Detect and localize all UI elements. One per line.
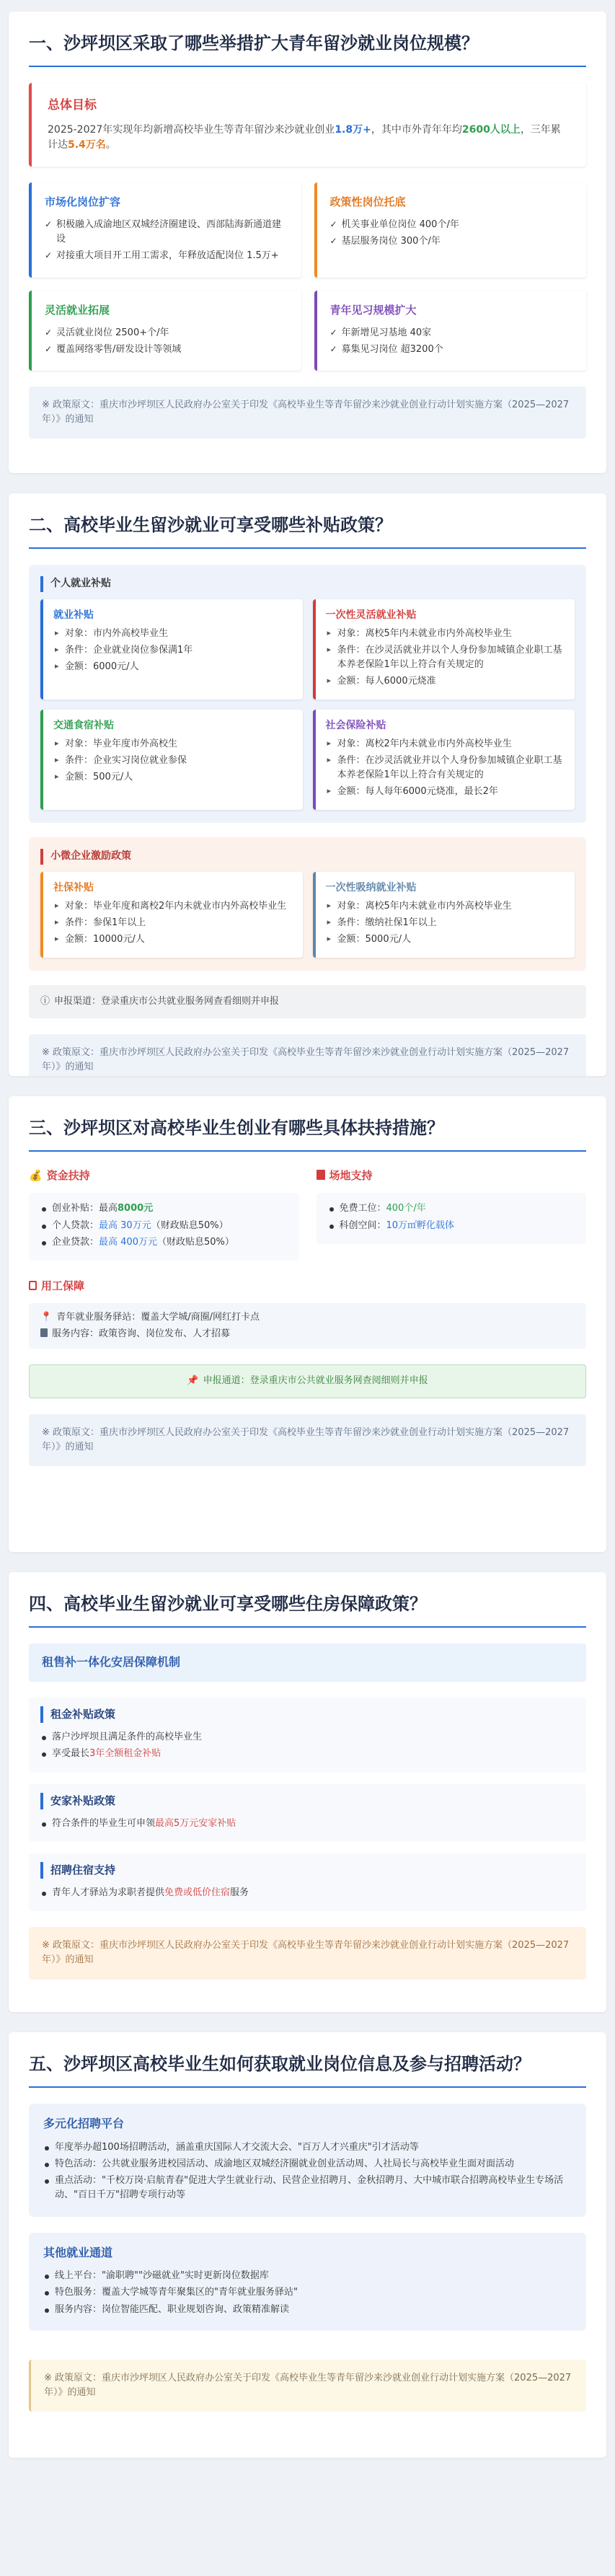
- site-support: [317, 1168, 587, 1261]
- clipboard-icon: [29, 1281, 37, 1290]
- list-item: [40, 1201, 288, 1216]
- item-value: 10万㎡孵化载体: [386, 1219, 455, 1231]
- list-item: ✓ 灵活就业岗位 2500+个/年: [45, 326, 288, 340]
- micro-enterprise-grid: [40, 872, 575, 958]
- item-tail: （财政贴息50%）: [156, 1236, 234, 1248]
- subsidy-card-employment: [40, 599, 303, 700]
- site-support-title: [317, 1168, 587, 1184]
- rent-list: [40, 1730, 575, 1761]
- subsidy-list: [53, 899, 293, 947]
- money-bag-icon: 💰: [29, 1169, 43, 1183]
- section-housing: [9, 1572, 606, 2012]
- list-item: ✓ 积极融入成渝地区双城经济圈建设、西部陆海新通道建设: [45, 218, 288, 247]
- micro-card-absorb: [313, 872, 575, 958]
- item-value: 8000元: [118, 1203, 154, 1214]
- list-item: ▸ 金额：每人6000元烧准: [326, 674, 565, 689]
- list-item: ▸ 对象：离校5年内未就业市内外高校毕业生: [326, 899, 565, 914]
- section-job-scale: [9, 12, 606, 473]
- recruit-lodging-title: 招聘住宿支持: [40, 1862, 575, 1879]
- goal-text: [48, 123, 570, 154]
- list-item: ✓ 对接重大项目开工用工需求，年释放适配岗位 1.5万+: [45, 249, 288, 263]
- section-subsidies: [9, 493, 606, 1076]
- subsidy-card-title: 一次性吸纳就业补贴: [325, 882, 417, 894]
- site-support-card: [317, 1193, 587, 1243]
- list-item: ▸ 对象：离校5年内未就业市内外高校毕业生: [326, 627, 565, 641]
- list-item: [40, 1219, 288, 1233]
- rent-subsidy-card: [29, 1698, 586, 1773]
- list-item: ▸ 金额：10000元/人: [53, 932, 293, 947]
- info-icon: ⓘ: [40, 996, 50, 1007]
- measure-card-policy: [314, 182, 587, 278]
- subsidy-list: [326, 737, 565, 800]
- micro-enterprise-group: [29, 837, 586, 971]
- list-item: ✓ 覆盖网络零售/研发设计等领域: [45, 343, 288, 357]
- labor-title-text: 用工保障: [41, 1279, 85, 1292]
- item-value: 最高 30万元: [99, 1219, 151, 1231]
- policy-source-note: ※ 政策原文：重庆市沙坪坝区人民政府办公室关于印发《高校毕业生等青年留沙来沙就业创业行动计划实施方案（2025—2027年）》的通知: [29, 1034, 586, 1076]
- list-item: 线上平台："渝职聘""沙磁就业"实时更新岗位数据库: [43, 2269, 572, 2283]
- item-highlight: 3年全额租金补贴: [89, 1748, 162, 1760]
- recruit-lodging-card: [29, 1853, 586, 1911]
- measure-list: [330, 326, 574, 357]
- measure-card-title: 青年见习规模扩大: [329, 303, 417, 317]
- list-item: ▸ 金额：5000元/人: [326, 932, 565, 947]
- other-channel-box: [29, 2233, 586, 2331]
- list-item: [40, 1327, 575, 1341]
- item-text: 符合条件的毕业生可申领: [52, 1817, 156, 1829]
- settle-subsidy-card: [29, 1784, 586, 1842]
- document-icon: [40, 1328, 48, 1337]
- list-item: ✓ 年新增见习基地 40家: [330, 326, 574, 340]
- goal-text-part: 2025-2027年实现年均新增高校毕业生等青年留沙来沙就业创业: [48, 123, 335, 136]
- policy-source-note: ※ 政策原文：重庆市沙坪坝区人民政府办公室关于印发《高校毕业生等青年留沙来沙就业创业行动计划实施方案（2025—2027年）》的通知: [29, 1414, 586, 1466]
- labor-support-title: [29, 1278, 586, 1294]
- list-item: [328, 1201, 575, 1216]
- subsidy-card-flexible: [313, 599, 575, 700]
- list-item: ▸ 对象：毕业年度和离校2年内未就业市内外高校毕业生: [53, 899, 293, 914]
- section-title: 四、高校毕业生留沙就业可享受哪些住房保障政策？: [29, 1591, 586, 1628]
- measure-grid: [29, 182, 586, 371]
- policy-source-note: ※ 政策原文：重庆市沙坪坝区人民政府办公室关于印发《高校毕业生等青年留沙来沙就业创业行动计划实施方案（2025—2027年）》的通知: [29, 387, 586, 438]
- subsidy-list: [53, 737, 293, 785]
- goal-text-part: 。: [105, 139, 116, 151]
- list-item: 年度举办超100场招聘活动，涵盖重庆国际人才交流大会、"百万人才兴重庆"引才活动等: [43, 2140, 572, 2155]
- item-value: 最高 400万元: [99, 1236, 157, 1248]
- subsidy-card-title: 社会保险补贴: [325, 720, 386, 732]
- subsidy-list: [326, 627, 565, 689]
- fund-title-text: 资金扶持: [46, 1169, 90, 1183]
- list-item: ▸ 条件：企业就业岗位参保满1年: [53, 643, 293, 658]
- list-item: [328, 1219, 575, 1233]
- item-text: 青年人才驿站为求职者提供: [52, 1887, 165, 1899]
- item-label: 个人贷款：: [52, 1219, 99, 1231]
- building-icon: [317, 1170, 325, 1180]
- section-recruitment: [9, 2032, 606, 2458]
- subsidy-list: [53, 627, 293, 674]
- platform-title: 多元化招聘平台: [43, 2117, 125, 2131]
- list-item: [40, 1817, 575, 1831]
- goal-value-outside: 2600人以上: [461, 123, 521, 136]
- measure-card-market: [29, 182, 301, 278]
- list-item: ▸ 条件：在沙灵活就业并以个人身份参加城镇企业职工基本养老保险1年以上符合有关规定的: [326, 754, 565, 782]
- subsidy-card-title: 一次性灵活就业补贴: [325, 609, 417, 621]
- list-item: ✓ 机关事业单位岗位 400个/年: [330, 218, 574, 232]
- subsidy-card-title: 交通食宿补贴: [53, 720, 114, 732]
- measure-card-title: 政策性岗位托底: [329, 195, 406, 208]
- section-title: 二、高校毕业生留沙就业可享受哪些补贴政策？: [29, 512, 586, 549]
- measure-card-internship: [314, 291, 587, 371]
- list-item: ▸ 条件：参保1年以上: [53, 916, 293, 930]
- site-list: [328, 1201, 575, 1232]
- recruit-platform-box: [29, 2104, 586, 2216]
- list-item: ▸ 对象：市内外高校毕业生: [53, 627, 293, 641]
- pin-icon: 📍: [40, 1312, 53, 1323]
- list-item: 特色活动：公共就业服务进校园活动、成渝地区双城经济圈就业创业活动周、人社局长与高校毕业生面对面活动: [43, 2157, 572, 2171]
- list-item: 特色服务：覆盖大学城等青年聚集区的"青年就业服务驿站": [43, 2285, 572, 2300]
- measure-card-title: 市场化岗位扩容: [45, 195, 121, 208]
- platform-list: [43, 2140, 572, 2203]
- goal-value-cumulative: 5.4万名: [68, 139, 106, 151]
- list-item: ✓ 募集见习岗位 超3200个: [330, 343, 574, 357]
- measure-card-flexible: [29, 291, 301, 371]
- subsidy-card-title: 社保补贴: [53, 882, 94, 894]
- measure-list: [45, 218, 288, 263]
- list-item: ▸ 条件：企业实习岗位就业参保: [53, 754, 293, 768]
- apply-channel-text: 申报通道：登录重庆市公共就业服务网查阅细则并申报: [203, 1375, 428, 1387]
- fund-support-title: [29, 1168, 299, 1184]
- goal-card: [29, 83, 586, 167]
- item-label: 科创空间：: [339, 1219, 386, 1231]
- list-item: ▸ 金额：每人每年6000元烧准，最长2年: [326, 785, 565, 799]
- list-item: ▸ 金额：500元/人: [53, 770, 293, 785]
- support-grid: [29, 1168, 586, 1261]
- rent-subsidy-title: 租金补贴政策: [40, 1706, 575, 1723]
- item-value: 400个/年: [386, 1203, 426, 1214]
- site-title-text: 场地支持: [329, 1169, 373, 1183]
- personal-subsidy-group: [29, 565, 586, 823]
- group-title: 小微企业激励政策: [40, 849, 575, 865]
- section-entrepreneurship: [9, 1096, 606, 1552]
- list-item: [40, 1310, 575, 1325]
- list-item: 服务内容：岗位智能匹配、职业规划咨询、政策精准解读: [43, 2303, 572, 2317]
- other-channel-list: [43, 2269, 572, 2316]
- list-item: ▸ 对象：离校2年内未就业市内外高校毕业生: [326, 737, 565, 751]
- apply-channel: [29, 1364, 586, 1398]
- subsidy-card-transport: [40, 710, 303, 810]
- list-item: ▸ 金额：6000元/人: [53, 660, 293, 674]
- group-title: 个人就业补贴: [40, 576, 575, 592]
- section-title: 五、沙坪坝区高校毕业生如何获取就业岗位信息及参与招聘活动？: [29, 2051, 586, 2088]
- measure-list: [330, 218, 574, 249]
- list-item: ✓ 基层服务岗位 300个/年: [330, 234, 574, 249]
- labor-support: [29, 1278, 586, 1349]
- item-tail: （财政贴息50%）: [151, 1219, 229, 1231]
- item-text: 服务内容：政策咨询、岗位发布、人才招募: [52, 1328, 231, 1340]
- apply-channel: [29, 985, 586, 1018]
- item-label: 企业贷款：: [52, 1236, 99, 1248]
- apply-channel-text: 申报渠道：登录重庆市公共就业服务网查看细则并申报: [54, 996, 280, 1007]
- settle-subsidy-title: 安家补贴政策: [40, 1793, 575, 1809]
- subsidy-card-title: 就业补贴: [53, 609, 94, 621]
- micro-card-social: [40, 872, 303, 958]
- item-highlight: 免费或低价住宿: [164, 1887, 231, 1899]
- item-highlight: 最高5万元安家补贴: [155, 1817, 236, 1829]
- personal-subsidy-grid: [40, 599, 575, 811]
- item-text: 享受最长: [52, 1748, 90, 1760]
- housing-banner: [29, 1644, 586, 1682]
- item-tail: 服务: [230, 1887, 249, 1899]
- policy-source-note: ※ 政策原文：重庆市沙坪坝区人民政府办公室关于印发《高校毕业生等青年留沙来沙就业创业行动计划实施方案（2025—2027年）》的通知: [29, 1927, 586, 1979]
- policy-source-note: ※ 政策原文：重庆市沙坪坝区人民政府办公室关于印发《高校毕业生等青年留沙来沙就业创业行动计划实施方案（2025—2027年）》的通知: [29, 2360, 586, 2412]
- fund-support: [29, 1168, 299, 1261]
- list-item: ▸ 条件：在沙灵活就业并以个人身份参加城镇企业职工基本养老保险1年以上符合有关规定的: [326, 643, 565, 672]
- item-text: 青年就业服务驿站：覆盖大学城/商圈/网红打卡点: [56, 1312, 260, 1323]
- list-item: [40, 1730, 575, 1744]
- fund-support-card: [29, 1193, 299, 1260]
- housing-banner-text: 租售补一体化安居保障机制: [42, 1655, 181, 1669]
- measure-card-title: 灵活就业拓展: [45, 303, 110, 317]
- list-item: 重点活动："千校万岗·启航青春"促进大学生就业行动、民营企业招聘月、金秋招聘月、大中城市联合招聘高校毕业生专场活动、"百日千万"招聘专项行动等: [43, 2174, 572, 2202]
- list-item: ▸ 条件：缴纳社保1年以上: [326, 916, 565, 930]
- other-channel-title: 其他就业通道: [43, 2245, 113, 2259]
- list-item: [40, 1747, 575, 1761]
- section-title: 一、沙坪坝区采取了哪些举措扩大青年留沙就业岗位规模？: [29, 30, 586, 67]
- subsidy-list: [326, 899, 565, 947]
- section-title: 三、沙坪坝区对高校毕业生创业有哪些具体扶持措施？: [29, 1115, 586, 1152]
- item-label: 创业补贴：最高: [52, 1203, 118, 1214]
- goal-title: 总体目标: [48, 98, 97, 113]
- settle-list: [40, 1817, 575, 1831]
- goal-text-part: ，其中市外青年年均: [371, 123, 462, 136]
- list-item: [40, 1235, 288, 1250]
- goal-text-part: ，三年累计达: [48, 123, 561, 151]
- fund-list: [40, 1201, 288, 1249]
- item-label: 免费工位：: [339, 1203, 386, 1214]
- item-text: 落户沙坪坝且满足条件的高校毕业生: [52, 1732, 203, 1743]
- goal-value-total: 1.8万+: [335, 123, 371, 136]
- pushpin-icon: 📌: [187, 1375, 199, 1387]
- measure-list: [45, 326, 288, 357]
- list-item: ▸ 对象：毕业年度市外高校生: [53, 737, 293, 751]
- recruit-list: [40, 1886, 575, 1900]
- subsidy-card-social-insurance: [313, 710, 575, 810]
- list-item: [40, 1886, 575, 1900]
- labor-support-card: [29, 1303, 586, 1349]
